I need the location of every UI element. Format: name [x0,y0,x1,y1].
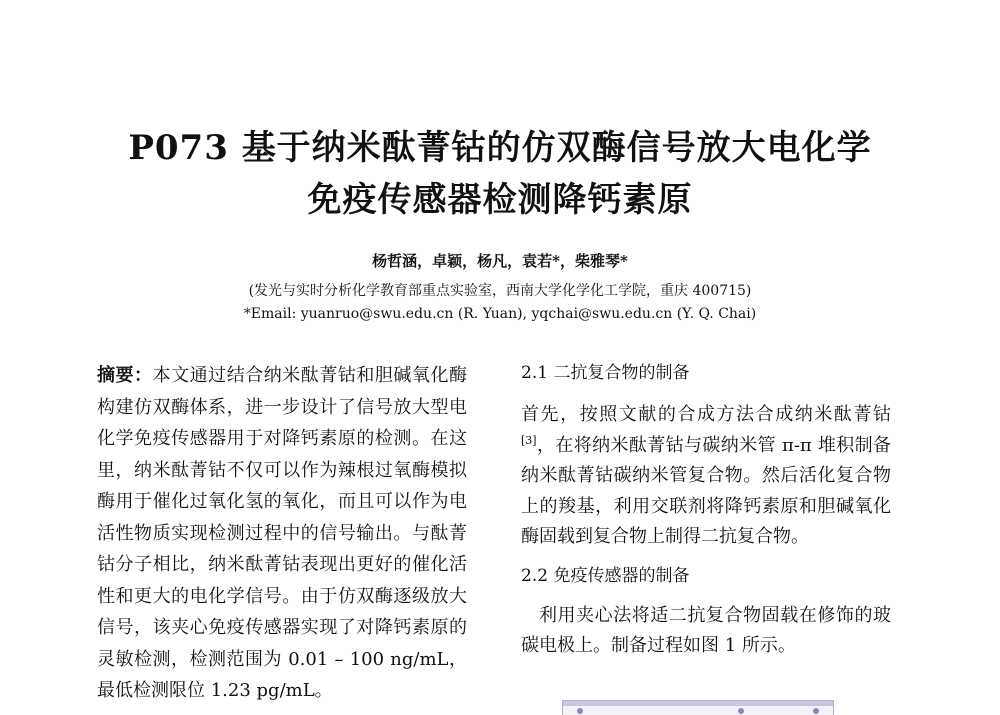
section-2-1-heading: 2.1 二抗复合物的制备 [521,363,690,383]
corresponding-email: *Email: yuanruo@swu.edu.cn (R. Yuan), yqchai@swu.edu.cn (Y. Q. Chai) [243,306,757,322]
methods-column [521,358,891,662]
figure-1-preview [562,700,834,715]
figure-marker [738,708,744,714]
citation-ref: [3] [521,433,537,447]
section-2-2-heading: 2.2 免疫传感器的制备 [521,565,690,586]
affiliation: (发光与实时分析化学教育部重点实验室，西南大学化学化工学院，重庆 400715) [248,283,752,299]
figure-marker [813,708,819,714]
title-line-1: P073 基于纳米酞菁钴的仿双酶信号放大电化学 [128,128,872,168]
abstract-text: 本文通过结合纳米酞菁钴和胆碱氧化酶构建仿双酶体系，进一步设计了信号放大型电化学免疫传感器用于对降钙素原的检测。在这里，纳米酞菁钴不仅可以作为辣根过氧酶模拟酶用于催化过氧化氢的氧化，而且可以作为电活性物质实现检测过程中的信号输出。与酞菁钴分子相比，纳米酞菁钴表现出更好的催化活性和更大的电化学信号。由于仿双酶逐级放大信号，该夹心免疫传感器实现了对降钙素原的灵敏检测，检测范围为 0.01 – 100 ng/mL，最低检测限位 1.23 pg/mL。 [97,365,468,701]
section-2-2-paragraph: 利用夹心法将适二抗复合物固载在修饰的玻碳电极上。制备过程如图 1 所示。 [521,604,891,656]
title-line-2: 免疫传感器检测降钙素原 [307,180,693,220]
paper-title [0,122,1000,226]
section-2-1-paragraph [521,400,891,553]
author-list: 杨哲涵，卓颖，杨凡，袁若*，柴雅琴* [372,252,628,270]
figure-marker [577,708,583,714]
section-2-1-text-a: 首先，按照文献的合成方法合成纳米酞菁钴 [521,404,891,425]
abstract-column [97,360,467,707]
section-2-1-text-b: ，在将纳米酞菁钴与碳纳米管 π-π 堆积制备纳米酞菁钴碳纳米管复合物。然后活化复合物上的羧基，利用交联剂将降钙素原和胆碱氧化酶固载到复合物上制得二抗复合物。 [521,434,891,547]
figure-header-bar [563,701,833,706]
abstract-label: 摘要： [97,365,153,386]
